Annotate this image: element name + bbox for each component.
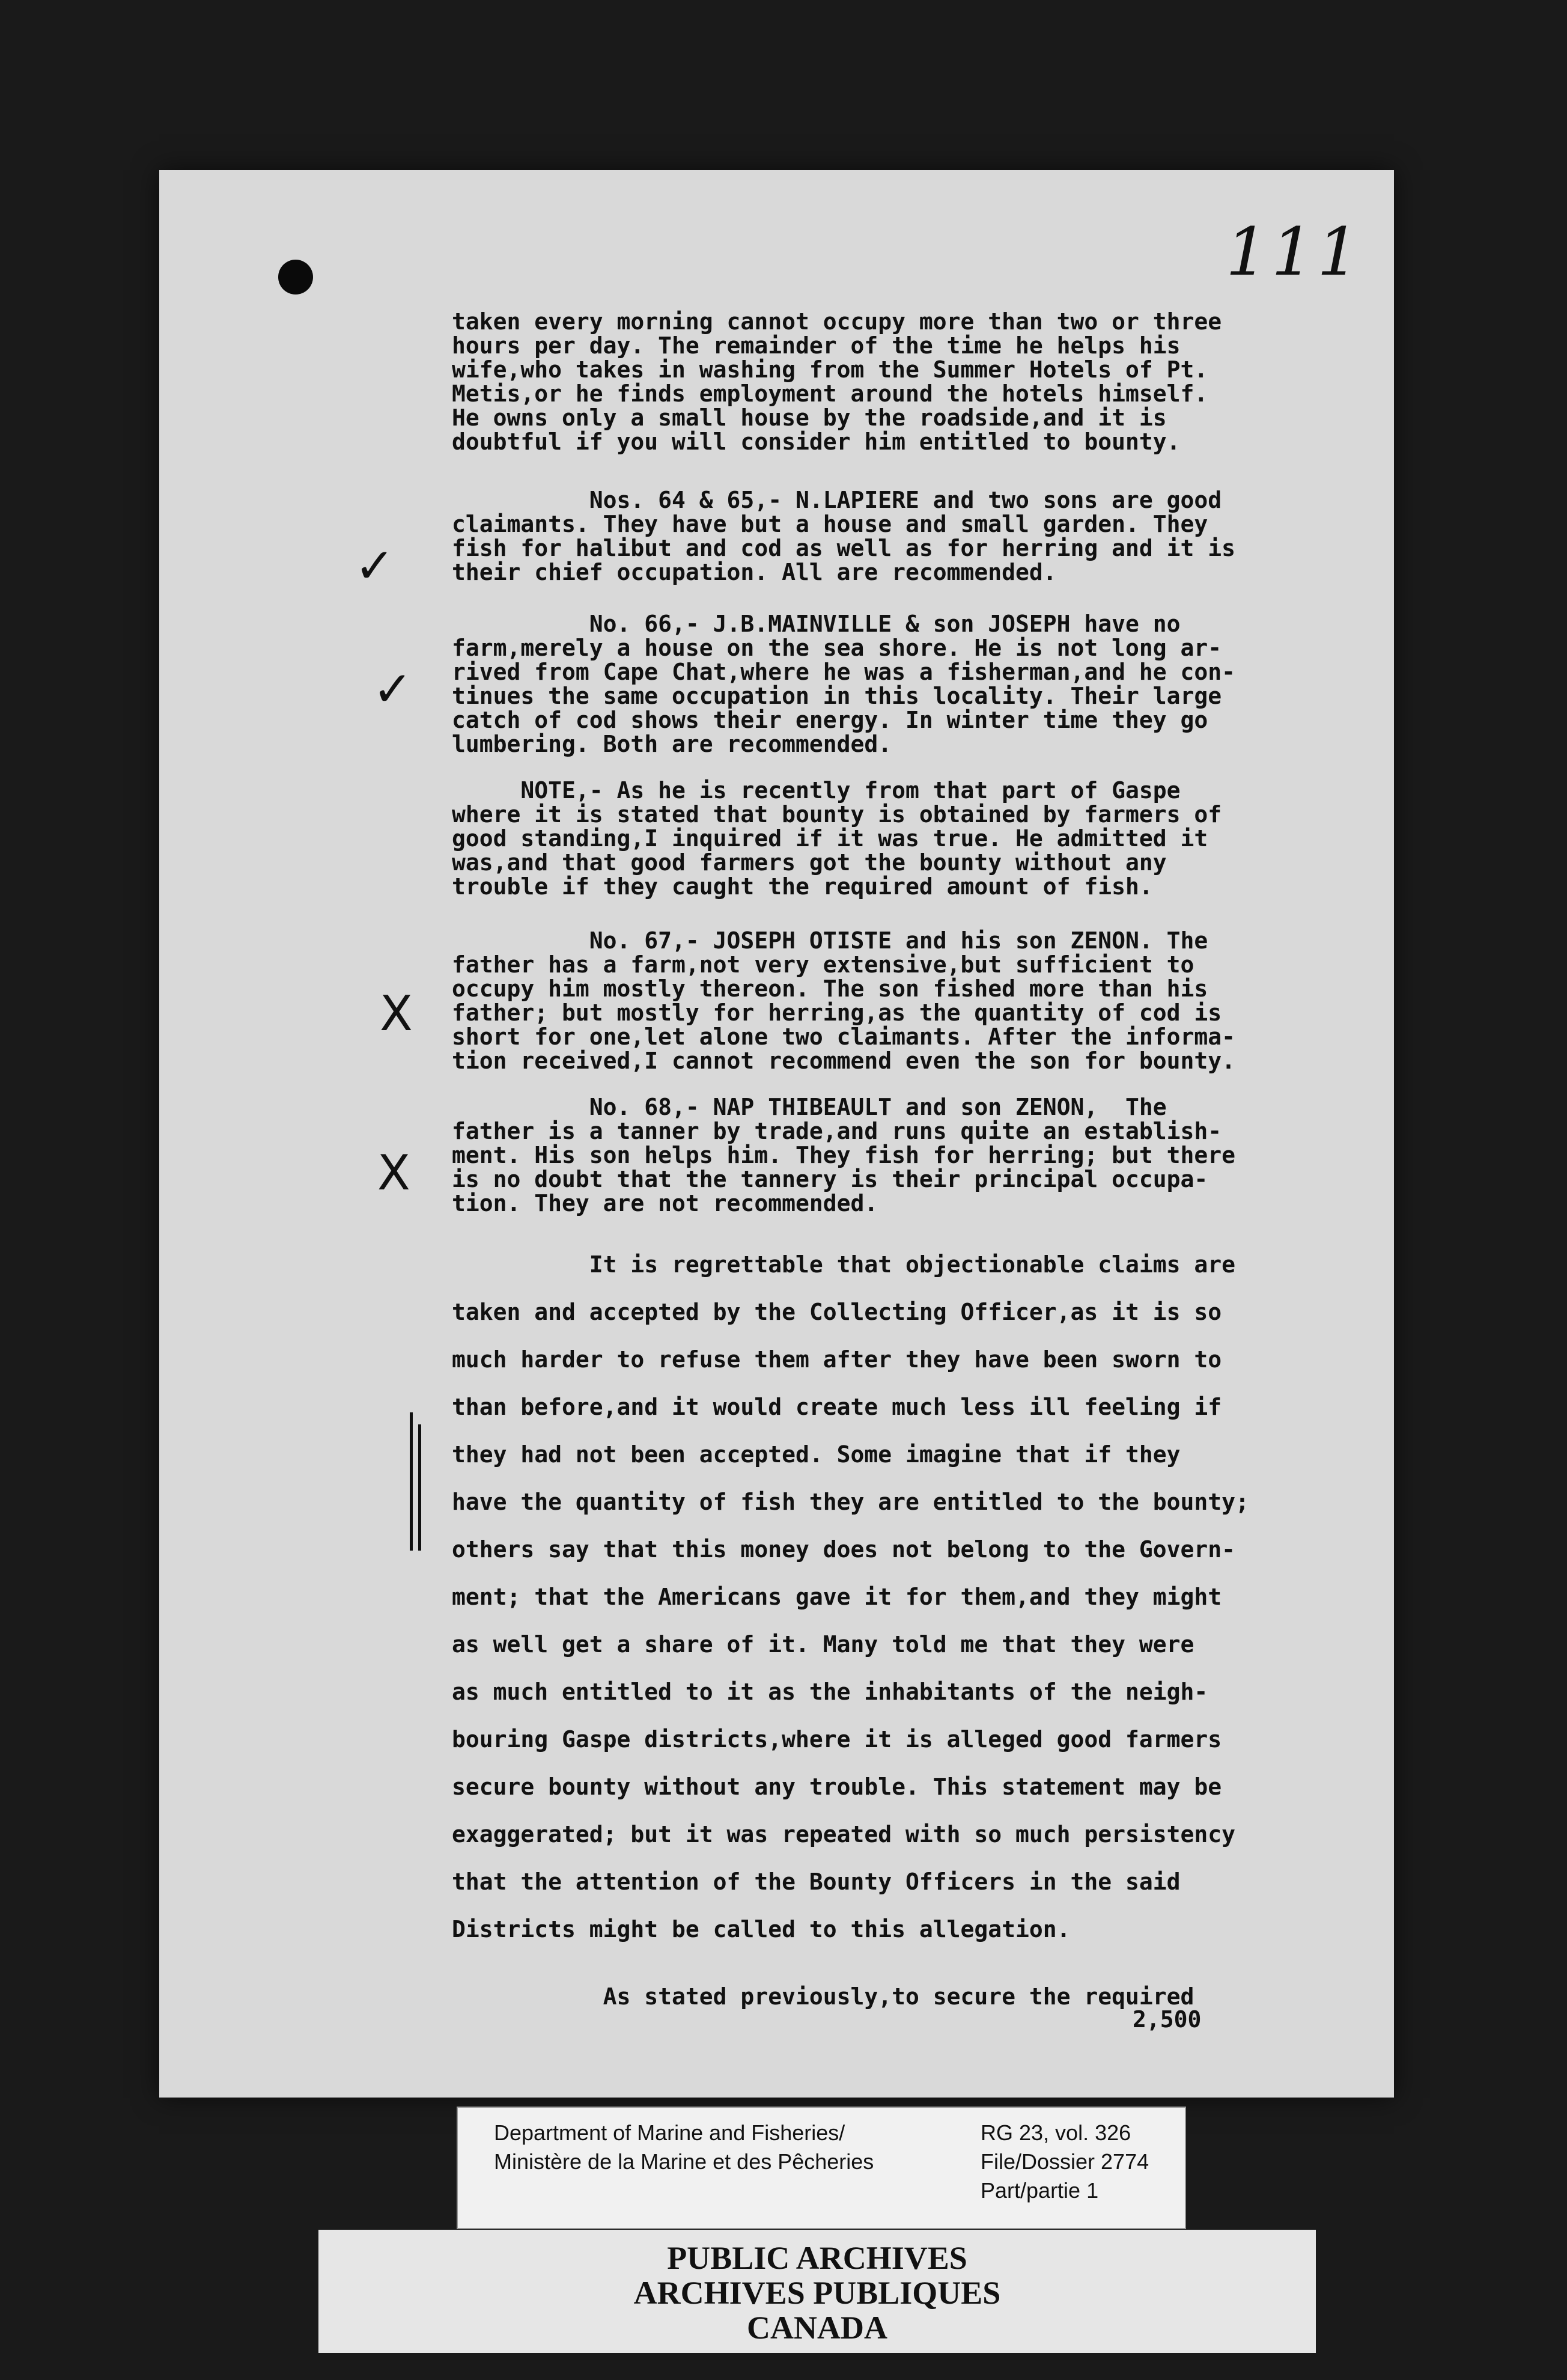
- text-line: occupy him mostly thereon. The son fished more than his: [452, 975, 1208, 1002]
- text-line: father is a tanner by trade,and runs quite an establish-: [452, 1118, 1222, 1144]
- file-number: File/Dossier 2774: [981, 2149, 1149, 2174]
- part-number: Part/partie 1: [981, 2178, 1099, 2203]
- text-line: 2,500: [1133, 2006, 1202, 2033]
- stamp-line-2: ARCHIVES PUBLIQUES: [633, 2275, 1001, 2311]
- public-archives-stamp: [318, 2230, 1316, 2353]
- record-group: RG 23, vol. 326: [981, 2120, 1131, 2145]
- text-line: As stated previously,to secure the required: [452, 1983, 1194, 2010]
- check-mark-1: ✓: [354, 538, 395, 594]
- catchword: [1133, 2007, 1201, 2031]
- margin-line-1: [410, 1412, 413, 1551]
- x-mark-2: X: [377, 1145, 410, 1201]
- text-line: as well get a share of it. Many told me that they were: [452, 1631, 1194, 1658]
- text-line: He owns only a small house by the roadside,and it is: [452, 404, 1167, 431]
- paragraph-64-65: [452, 488, 1235, 584]
- paragraph-regret: [452, 1241, 1249, 1953]
- text-line: taken and accepted by the Collecting Officer,as it is so: [452, 1299, 1222, 1325]
- text-line: rived from Cape Chat,where he was a fisherman,and he con-: [452, 659, 1236, 685]
- text-line: ment. His son helps him. They fish for herring; but there: [452, 1142, 1236, 1168]
- text-line: secure bounty without any trouble. This statement may be: [452, 1774, 1222, 1800]
- stamp-line-1: PUBLIC ARCHIVES: [667, 2240, 967, 2276]
- text-line: tinues the same occupation in this locality. Their large: [452, 683, 1222, 709]
- page-number: 111: [1226, 213, 1363, 290]
- text-line: fish for halibut and cod as well as for herring and it is: [452, 535, 1236, 561]
- x-mark-1: X: [380, 986, 413, 1042]
- text-line: as much entitled to it as the inhabitants of the neigh-: [452, 1679, 1208, 1705]
- text-line: taken every morning cannot occupy more than two or three: [452, 308, 1222, 335]
- stamp-line-3: CANADA: [747, 2310, 887, 2346]
- text-line: It is regrettable that objectionable claims are: [452, 1251, 1236, 1278]
- paragraph-68: [452, 1095, 1235, 1215]
- margin-line-2: [418, 1424, 421, 1551]
- text-line: father has a farm,not very extensive,but sufficient to: [452, 951, 1194, 978]
- archive-reference-label: [457, 2107, 1186, 2229]
- text-line: much harder to refuse them after they have been sworn to: [452, 1346, 1222, 1373]
- text-line: father; but mostly for herring,as the quantity of cod is: [452, 999, 1222, 1026]
- text-line: than before,and it would create much less ill feeling if: [452, 1394, 1222, 1420]
- text-line: wife,who takes in washing from the Summer Hotels of Pt.: [452, 356, 1208, 383]
- text-line: No. 68,- NAP THIBEAULT and son ZENON, The: [452, 1094, 1167, 1120]
- text-line: Metis,or he finds employment around the hotels himself.: [452, 380, 1208, 407]
- text-line: exaggerated; but it was repeated with so much persistency: [452, 1821, 1236, 1848]
- text-line: Nos. 64 & 65,- N.LAPIERE and two sons are good: [452, 487, 1222, 513]
- check-mark-2: ✓: [373, 661, 413, 717]
- text-line: No. 67,- JOSEPH OTISTE and his son ZENON. The: [452, 927, 1208, 954]
- text-line: claimants. They have but a house and small garden. They: [452, 511, 1208, 537]
- paragraph-67: [452, 929, 1235, 1073]
- text-line: is no doubt that the tannery is their principal occupa-: [452, 1166, 1208, 1192]
- text-line: NOTE,- As he is recently from that part of Gaspe: [452, 777, 1181, 804]
- text-line: No. 66,- J.B.MAINVILLE & son JOSEPH have no: [452, 611, 1181, 637]
- text-line: was,and that good farmers got the bounty without any: [452, 849, 1167, 876]
- department-french: Ministère de la Marine et des Pêcheries: [494, 2149, 874, 2174]
- text-line: short for one,let alone two claimants. After the informa-: [452, 1024, 1236, 1050]
- text-line: tion received,I cannot recommend even the son for bounty.: [452, 1048, 1236, 1074]
- department-english: Department of Marine and Fisheries/: [494, 2120, 845, 2145]
- text-line: others say that this money does not belong to the Govern-: [452, 1536, 1236, 1563]
- text-line: doubtful if you will consider him entitled to bounty.: [452, 429, 1181, 455]
- text-line: farm,merely a house on the sea shore. He is not long ar-: [452, 635, 1222, 661]
- text-line: their chief occupation. All are recommended.: [452, 559, 1057, 585]
- text-line: bouring Gaspe districts,where it is alleged good farmers: [452, 1726, 1222, 1753]
- text-line: Districts might be called to this allegation.: [452, 1916, 1071, 1942]
- text-line: lumbering. Both are recommended.: [452, 731, 892, 757]
- text-line: ment; that the Americans gave it for them,and they might: [452, 1584, 1222, 1610]
- text-line: catch of cod shows their energy. In winter time they go: [452, 707, 1208, 733]
- text-line: where it is stated that bounty is obtained by farmers of: [452, 801, 1222, 828]
- text-line: trouble if they caught the required amount of fish.: [452, 873, 1153, 900]
- text-line: tion. They are not recommended.: [452, 1190, 878, 1216]
- top-paragraph: [452, 310, 1222, 454]
- paragraph-note: [452, 778, 1222, 899]
- text-line: hours per day. The remainder of the time he helps his: [452, 332, 1181, 359]
- paragraph-66: [452, 612, 1235, 756]
- text-line: good standing,I inquired if it was true. He admitted it: [452, 825, 1208, 852]
- closing-line: [452, 1985, 1194, 2009]
- text-line: they had not been accepted. Some imagine that if they: [452, 1441, 1181, 1468]
- text-line: that the attention of the Bounty Officers in the said: [452, 1869, 1181, 1895]
- punch-hole: [278, 260, 313, 294]
- text-line: have the quantity of fish they are entitled to the bounty;: [452, 1489, 1249, 1515]
